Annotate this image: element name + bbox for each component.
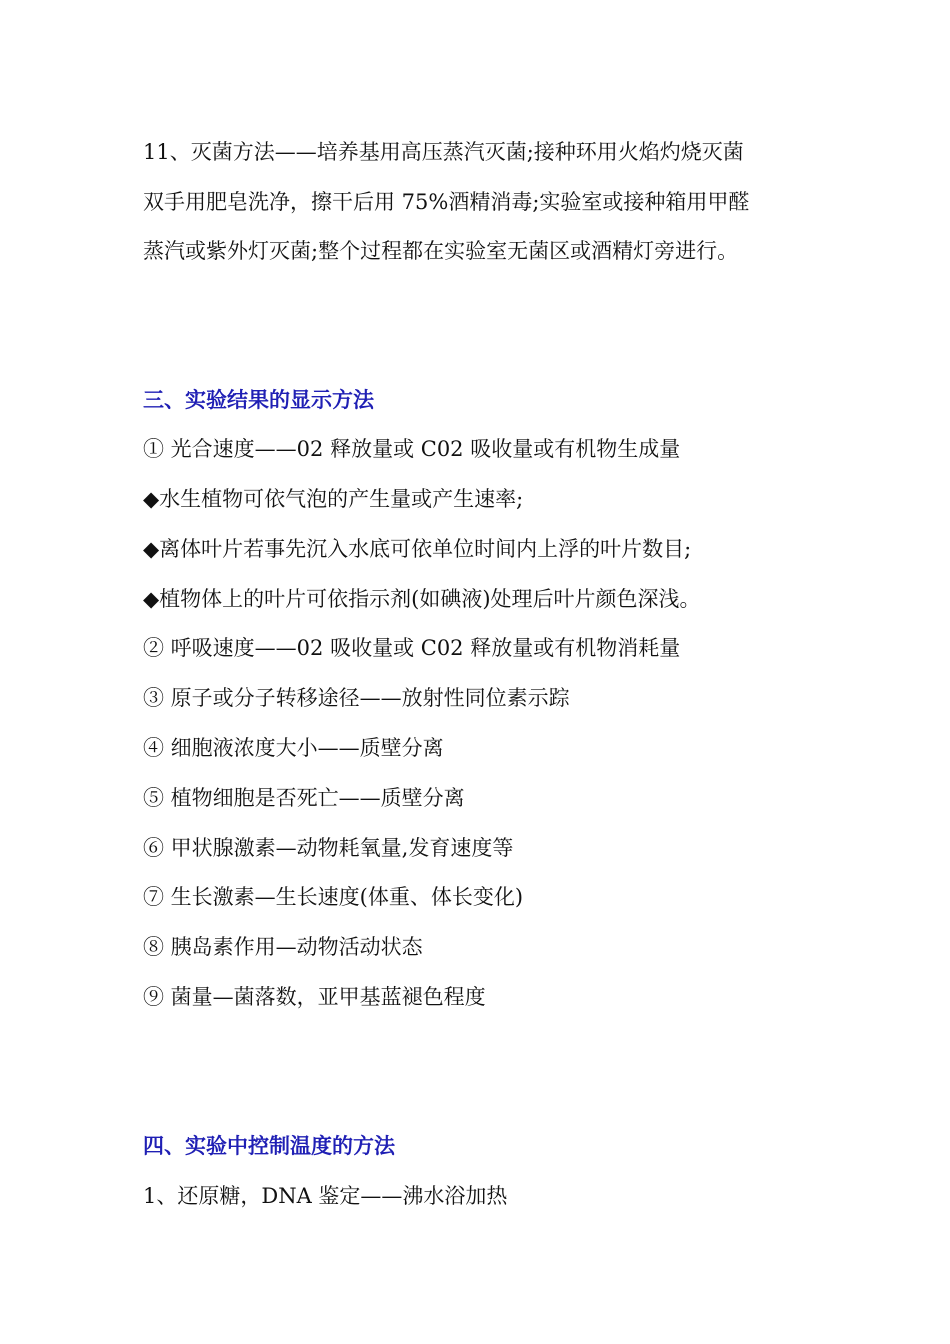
list-item: ③ 原子或分子转移途径——放射性同位素示踪 xyxy=(143,686,570,710)
list-item: ⑤ 植物细胞是否死亡——质壁分离 xyxy=(143,786,465,810)
paragraph-line: 蒸汽或紫外灯灭菌;整个过程都在实验室无菌区或酒精灯旁进行。 xyxy=(143,239,739,263)
list-item: ⑨ 菌量—菌落数，亚甲基蓝褪色程度 xyxy=(143,985,486,1009)
paragraph-line: 双手用肥皂洗净，擦干后用 75%酒精消毒;实验室或接种箱用甲醛 xyxy=(143,190,750,214)
list-item: ⑦ 生长激素—生长速度(体重、体长变化) xyxy=(143,885,524,909)
paragraph-line: 11、灭菌方法——培养基用高压蒸汽灭菌;接种环用火焰灼烧灭菌 xyxy=(143,140,744,164)
list-item: ⑧ 胰岛素作用—动物活动状态 xyxy=(143,935,423,959)
list-item: ① 光合速度——02 释放量或 C02 吸收量或有机物生成量 xyxy=(143,437,681,461)
section-heading-temperature: 四、实验中控制温度的方法 xyxy=(143,1134,395,1158)
list-item: ④ 细胞液浓度大小——质壁分离 xyxy=(143,736,444,760)
list-item: ② 呼吸速度——02 吸收量或 C02 释放量或有机物消耗量 xyxy=(143,636,681,660)
section-heading-results: 三、实验结果的显示方法 xyxy=(143,388,374,412)
list-item: ◆离体叶片若事先沉入水底可依单位时间内上浮的叶片数目; xyxy=(143,537,692,561)
list-item: ◆植物体上的叶片可依指示剂(如碘液)处理后叶片颜色深浅。 xyxy=(143,587,701,611)
list-item: ⑥ 甲状腺激素—动物耗氧量,发育速度等 xyxy=(143,836,514,860)
list-item: ◆水生植物可依气泡的产生量或产生速率; xyxy=(143,487,524,511)
list-item: 1、还原糖，DNA 鉴定——沸水浴加热 xyxy=(143,1184,508,1208)
